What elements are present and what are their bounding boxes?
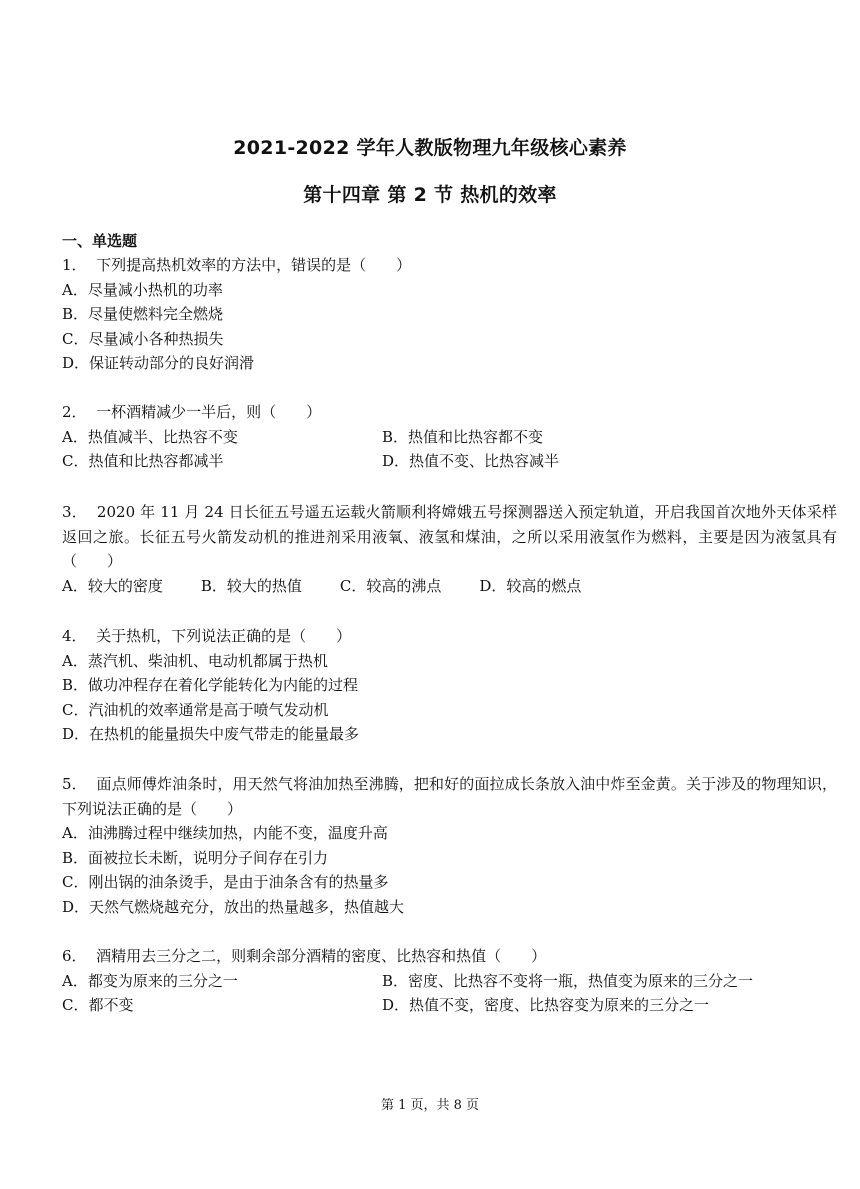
option-b: B．做功冲程存在着化学能转化为内能的过程 xyxy=(62,676,359,694)
question-stem: 5． 面点师傅炸油条时，用天然气将油加热至沸腾，把和好的面拉成长条放入油中炸至金黄。关于涉及的物理知识，下列说法正确的是（ ） xyxy=(62,775,837,818)
question-stem: 4． 关于热机，下列说法正确的是（ ） xyxy=(62,627,352,645)
option-d: D．热值不变，密度、比热容变为原来的三分之一 xyxy=(382,996,710,1014)
option-a: A．蒸汽机、柴油机、电动机都属于热机 xyxy=(62,651,328,670)
option-a: A．都变为原来的三分之一 xyxy=(62,971,238,990)
option-b: B．面被拉长未断，说明分子间存在引力 xyxy=(62,848,329,867)
page-footer: 第 1 页，共 8 页 xyxy=(380,1098,480,1113)
option-c: C．刚出锅的油条烫手，是由于油条含有的热量多 xyxy=(62,873,389,891)
option-a: A．热值减半、比热容不变 xyxy=(62,427,238,446)
option-c: C．较高的沸点 xyxy=(339,576,442,595)
question-1 xyxy=(62,253,837,376)
option-d: D．热值不变、比热容减半 xyxy=(382,452,560,470)
option-c: C．尽量减小各种热损失 xyxy=(62,329,224,348)
document-title: 2021-2022 学年人教版物理九年级核心素养 xyxy=(233,137,627,159)
option-a: A．油沸腾过程中继续加热，内能不变，温度升高 xyxy=(62,824,388,842)
chapter-title: 第十四章 第 2 节 热机的效率 xyxy=(303,184,557,206)
question-stem: 1． 下列提高热机效率的方法中，错误的是（ ） xyxy=(62,256,412,274)
option-d: D．较高的燃点 xyxy=(479,576,582,595)
question-stem: 2． 一杯酒精减少一半后，则（ ） xyxy=(62,403,322,421)
option-c: C．都不变 xyxy=(62,996,134,1014)
question-3 xyxy=(62,500,837,598)
option-a: A．较大的密度 xyxy=(62,576,163,595)
option-b: B．较大的热值 xyxy=(200,576,302,595)
option-c: C．热值和比热容都减半 xyxy=(62,452,224,470)
option-d: D．天然气燃烧越充分，放出的热量越多，热值越大 xyxy=(62,897,405,916)
question-stem: 6． 酒精用去三分之二，则剩余部分酒精的密度、比热容和热值（ ） xyxy=(62,947,547,965)
option-b: B．热值和比热容都不变 xyxy=(382,427,544,446)
question-stem: 3． 2020 年 11 月 24 日长征五号遥五运载火箭顺利将嫦娥五号探测器送入预定轨道，开启我国首次地外天体采样返回之旅。长征五号火箭发动机的推进剂采用液氧、液氢和煤油，之所以采用液氢作为燃料，主要是因为液氢具有（ ） xyxy=(62,503,837,570)
question-2 xyxy=(62,400,837,474)
question-6 xyxy=(62,944,837,1018)
option-d: D．在热机的能量损失中废气带走的能量最多 xyxy=(62,725,360,743)
option-d: D．保证转动部分的良好润滑 xyxy=(62,354,255,372)
option-b: B．密度、比热容不变将一瓶，热值变为原来的三分之一 xyxy=(382,971,754,990)
question-4 xyxy=(62,624,837,747)
option-c: C．汽油机的效率通常是高于喷气发动机 xyxy=(62,700,329,719)
section-heading: 一、单选题 xyxy=(62,232,138,250)
option-b: B．尽量使燃料完全燃烧 xyxy=(62,305,224,323)
question-5 xyxy=(62,772,837,919)
option-a: A．尽量减小热机的功率 xyxy=(62,280,223,299)
